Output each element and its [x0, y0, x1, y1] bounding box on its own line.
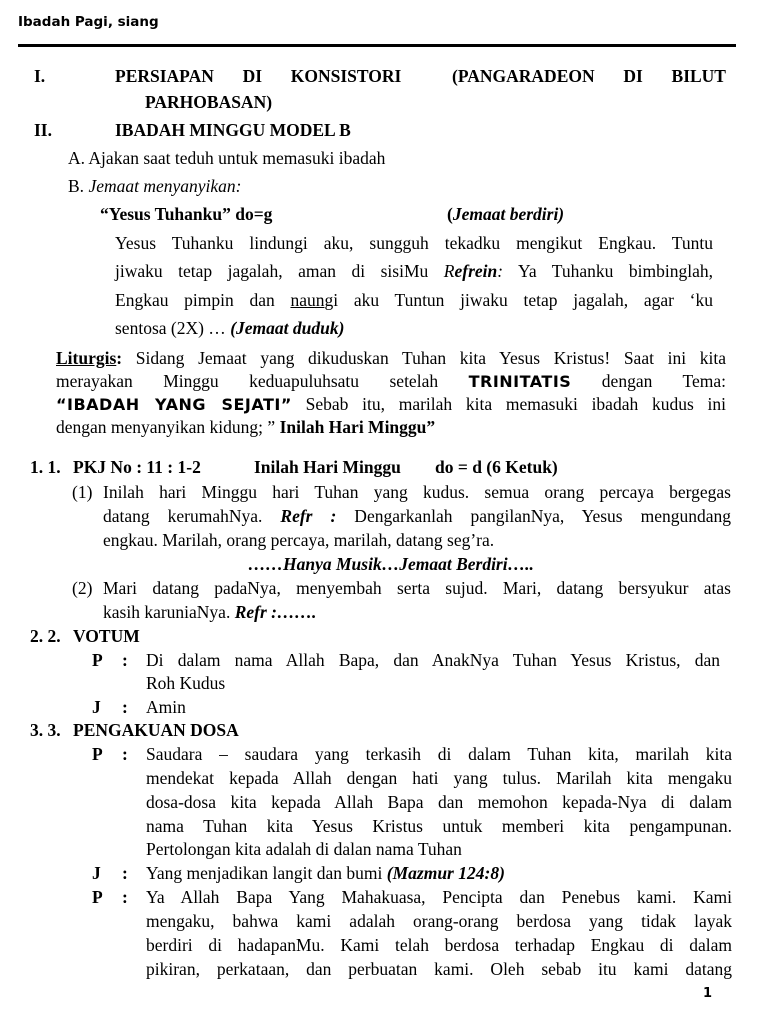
section-two-title: IBADAH MINGGU MODEL B	[115, 120, 351, 140]
song1-lyric-line4	[115, 316, 344, 340]
song1-lyric-line3	[115, 288, 713, 312]
liturgis-text: dengan Tema:	[571, 371, 726, 391]
song1-lyric-text: Engkau pimpin dan	[115, 290, 291, 310]
section-one-word: DI	[623, 66, 643, 86]
song1-lyric-text: jiwaku tetap jagalah, aman di sisiMu	[115, 261, 444, 281]
votum-p-role: P	[92, 650, 103, 670]
trinitatis: TRINITATIS	[468, 372, 572, 391]
refr-label: Refr :	[280, 506, 337, 526]
song2-key: do = d (6 Ketuk)	[435, 457, 558, 477]
liturgis-line1	[56, 346, 726, 370]
votum-j-sep: :	[122, 697, 128, 717]
verse2-line1: Mari datang padaNya, menyembah serta sujud. Mari, datang bersyukur atas	[103, 578, 731, 598]
votum-p-line2: Roh Kudus	[146, 673, 226, 693]
scripture-ref: (Mazmur 124:8)	[386, 863, 505, 883]
song2-title: PKJ No : 11 : 1-2	[73, 457, 201, 477]
section-two-number: II.	[34, 120, 52, 140]
pengakuan-p1-role: P	[92, 744, 103, 764]
votum-j-role: J	[92, 697, 101, 717]
liturgis-label: Liturgis	[56, 348, 117, 368]
song1-lyric-text: sentosa (2X) …	[115, 318, 231, 338]
refrein-r: R	[443, 261, 455, 281]
votum-p-line1: Di dalam nama Allah Bapa, dan AnakNya Tuhan Yesus Kristus, dan	[146, 650, 720, 670]
liturgis-text: merayakan Minggu keduapuluhsatu setelah	[56, 371, 469, 391]
verse2-line2	[103, 600, 316, 624]
verse-text: datang kerumahNya.	[103, 506, 281, 526]
song1-cue-paren: (	[447, 204, 453, 224]
page-number: 1	[702, 986, 712, 1001]
pengakuan-p1-line: Pertolongan kita adalah di dalan nama Tuhan	[146, 839, 462, 859]
song1-cue-text: Jemaat berdiri)	[452, 204, 565, 224]
section-one-title-line2: PARHOBASAN)	[145, 92, 273, 112]
verse1-line3: engkau. Marilah, orang percaya, marilah, datang seg’ra.	[103, 530, 495, 550]
song1-cue	[447, 202, 564, 226]
verse2-number: (2)	[72, 578, 93, 598]
pengakuan-j-role: J	[92, 863, 101, 883]
item-a: A. Ajakan saat teduh untuk memasuki ibadah	[68, 148, 386, 168]
song2-number: 1. 1.	[30, 457, 61, 477]
verse1-line1: Inilah hari Minggu hari Tuhan yang kudus. semua orang percaya bergegas	[103, 482, 731, 502]
verse1-line2	[103, 504, 731, 528]
pengakuan-number: 3. 3.	[30, 720, 61, 740]
liturgis-line3	[56, 392, 726, 417]
liturgis-text: Sebab itu, marilah kita memasuki ibadah kudus ini	[291, 394, 726, 414]
liturgis-text: dengan menyanyikan kidung; ”	[56, 417, 280, 437]
pengakuan-title: PENGAKUAN DOSA	[73, 720, 239, 740]
header-divider	[18, 44, 736, 47]
liturgis-colon: :	[116, 348, 123, 368]
votum-j-text: Amin	[146, 697, 186, 717]
votum-number: 2. 2.	[30, 626, 61, 646]
pengakuan-p2-role: P	[92, 887, 103, 907]
pengakuan-p1-line: nama Tuhan kita Yesus Kristus untuk memberi kita pengampunan.	[146, 816, 732, 836]
pengakuan-p2-line: berdiri di hadapanMu. Kami telah berdosa terhadap Engkau di dalam	[146, 935, 732, 955]
pengakuan-p1-sep: :	[122, 744, 128, 764]
song1-lyric-text: Ya Tuhanku bimbinglah,	[503, 261, 714, 281]
liturgis-line4	[56, 415, 435, 439]
section-one-word: KONSISTORI	[290, 66, 402, 86]
pengakuan-p2-line: Ya Allah Bapa Yang Mahakuasa, Pencipta dan Penebus kami. Kami	[146, 887, 732, 907]
song1-lyric-line1: Yesus Tuhanku lindungi aku, sungguh tekadku mengikut Engkau. Tuntu	[115, 233, 713, 253]
pengakuan-p2-sep: :	[122, 887, 128, 907]
song1-lyric-line2	[115, 259, 713, 283]
refr-label: Refr :…….	[234, 602, 317, 622]
liturgis-text: Sidang Jemaat yang dikuduskan Tuhan kita Yesus Kristus! Saat ini kita	[122, 348, 726, 368]
votum-p-sep: :	[122, 650, 128, 670]
votum-title: VOTUM	[73, 626, 140, 646]
document-header: Ibadah Pagi, siang	[18, 14, 159, 30]
pengakuan-p2-line: mengaku, bahwa kami adalah orang-orang berdosa yang tidak layak	[146, 911, 732, 931]
pengakuan-p1-line: Saudara – saudara yang terkasih di dalam Tuhan kita, marilah kita	[146, 744, 732, 764]
pengakuan-j-sep: :	[122, 863, 128, 883]
verse-text: Dengarkanlah pangilanNya, Yesus mengundang	[336, 506, 732, 526]
item-b	[68, 174, 242, 198]
section-one-word: DI	[242, 66, 263, 86]
song1-lyric-text: gi aku Tuntun jiwaku tetap jagalah, agar ‘ku	[324, 290, 713, 310]
pengakuan-p2-line: pikiran, perkataan, dan perbuatan kami. Oleh sebab itu kami datang	[146, 959, 732, 979]
section-one-word: BILUT	[671, 66, 726, 86]
song1-underlined: naun	[290, 290, 325, 310]
song1-sit-cue: (Jemaat duduk)	[230, 318, 345, 338]
verse-text: kasih karuniaNya.	[103, 602, 235, 622]
pengakuan-p1-line: dosa-dosa kita kepada Allah Bapa dan memohon kepada-Nya di dalam	[146, 792, 732, 812]
song2-subtitle: Inilah Hari Minggu	[254, 457, 401, 477]
section-one-title-line1	[115, 64, 726, 88]
refrein-label: efrein	[454, 261, 498, 281]
liturgis-song-ref: Inilah Hari Minggu”	[279, 417, 436, 437]
song1-title: “Yesus Tuhanku” do=g	[100, 204, 273, 224]
item-b-prefix: B.	[68, 176, 89, 196]
section-one-number: I.	[34, 66, 46, 86]
liturgis-theme: “IBADAH YANG SEJATI”	[56, 395, 292, 414]
section-one-word: PERSIAPAN	[115, 66, 214, 86]
music-cue: ……Hanya Musik…Jemaat Berdiri…..	[248, 554, 534, 574]
item-b-text: Jemaat menyanyikan:	[88, 176, 242, 196]
refrein-colon: :	[497, 261, 504, 281]
pengakuan-j-text	[146, 861, 505, 885]
section-one-word: (PANGARADEON	[452, 66, 595, 86]
liturgis-line2	[56, 369, 726, 394]
pengakuan-p1-line: mendekat kepada Allah dengan hati yang tulus. Marilah kita mengaku	[146, 768, 732, 788]
response-text: Yang menjadikan langit dan bumi	[146, 863, 387, 883]
verse1-number: (1)	[72, 482, 93, 502]
